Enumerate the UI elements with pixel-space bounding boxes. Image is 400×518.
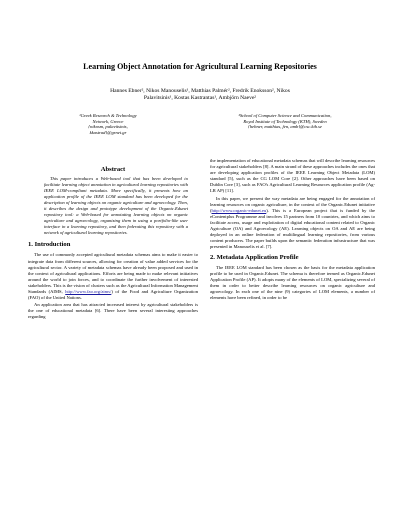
section-1-body xyxy=(28,252,198,320)
left-column xyxy=(28,166,198,322)
section-1-paragraph-1-tail: ) of the Food and Agriculture Organization (FAO) of the United Nations. xyxy=(28,288,199,300)
affiliation-left-line-4: kkastrad}@grnet.gr xyxy=(89,129,127,135)
paper-title: Learning Object Annotation for Agricultural Learning Repositories xyxy=(83,62,317,71)
authors-line-2: Palavitsinis¹, Kostas Kastrantas¹, Ambjörn Naeve² xyxy=(143,95,257,102)
section-2-heading: 2. Metadata Application Profile xyxy=(210,254,299,262)
section-1-paragraph-2: An application area that has attracted increased interest by agricultural stakeholders is the one of educational metadata [6]. There have been several interesting approaches regarding xyxy=(28,302,198,320)
author-list xyxy=(30,88,370,103)
affiliation-kth xyxy=(200,113,370,130)
affiliation-left-line-3: {nikosm, palavitsinis, xyxy=(88,124,128,130)
authors-line-1: Hannes Ebner², Nikos Manouselis¹, Matthias Palmér², Fredrik Enoksson², Nikos xyxy=(110,88,290,94)
affiliation-left-line-2: Network, Greece xyxy=(92,118,124,124)
affiliation-right-line-2: Royal Institute of Technology (KTH), Sweden xyxy=(243,118,327,124)
right-paragraph-1: the implementation of educational metadata schemas that will describe learning resources for agricultural stakeholders [8]. A main strand of these approaches includes the ones that are developing application profiles of the IEEE Learning Object Metadata (LOM) standard [5], such as the CG LOM Core [2]. Other approaches have been based on Dublin Core [3], such as FAO's Agricultural Learning Resources application profile (Ag-LR AP) [11]. xyxy=(210,158,375,194)
section-1-paragraph-1-text: The use of commonly accepted agricultural metadata schemas aims to make it easier to integrate data from different sources, allowing for creation of value added services for the agricultural sector. A variety of metadata schemas have already been proposed and used in the context of agricultural applications. Efforts are being made to make relevant initiatives around the world to join forces, and to coordinate the further involvement of interested stakeholders. This is the vision of clusters such as the Agricultural Information Management Standards (AIMS, xyxy=(28,252,198,294)
section-2-body xyxy=(210,265,375,301)
abstract-paragraph: This paper introduces a Web-based tool that has been developed to facilitate learning object annotation in agricultural learning repositories with IEEE LOM-compliant metadata. More specifically, it presents how an application profile of the IEEE LOM standard has been developed for the description of learning objects on organic agriculture and agroecology. Then, it describes the design and prototype development of the Organic.Edunet repository tool: a Web-based for annotating learning objects on organic agriculture and agroecology, organizing them in using a portfolio-like user interface in a learning repository, and then federating this repository with a network of agricultural learning repositories. xyxy=(44,176,188,236)
abstract-text xyxy=(28,176,198,236)
aims-link[interactable]: http://www.fao.org/aims/ xyxy=(65,288,112,294)
section-2-paragraph-1: The IEEE LOM standard has been chosen as the basis for the metadata application profile to be used in Organic.Edunet. The schema is therefore termed as Organic.Edunet Application Profile (AP). It adopts many of the elements of LOM, specializing several of them in order to better describe learning resources on organic agriculture and agroecology. In each one of the nine (9) categories of LOM elements, a number of elements have been refined, in order to be xyxy=(210,265,375,301)
affiliation-right-line-1: ²School of Computer Science and Communication, xyxy=(238,113,332,118)
right-paragraph-2-text-b: ). This is a European project that is funded by the eContentplus Programme and involves 15 partners from 10 countries, and which aims to facilitate access, usage and exploitation of digital educational content related to Organic Agriculture (OA) and Agroecology (AE). Learning objects on OA and AE are being deployed in an online federation of multilingual learning repositories, from various content producers. The paper builds upon the semantic federation infrastructure that was presented in Manouselis et al. [7]. xyxy=(210,207,375,250)
affiliation-left-line-1: ¹Greek Research & Technology xyxy=(79,113,137,118)
section-1-paragraph-1 xyxy=(28,252,198,300)
right-column xyxy=(210,158,375,303)
organic-edunet-link[interactable]: http://www.organic-edunet.eu xyxy=(211,207,267,213)
section-1-heading: 1. Introduction xyxy=(28,241,71,249)
right-paragraph-2-text-a: In this paper, we present the way metadata are being engaged for the annotation of learning resources on organic agriculture, in the context of the Organic.Edunet initiative ( xyxy=(210,195,375,213)
abstract-heading: Abstract xyxy=(100,166,126,173)
affiliation-grnet xyxy=(28,113,188,135)
right-paragraph-2 xyxy=(210,196,375,250)
affiliation-right-line-3: {hebner, matthias, fen, amb}@csc.kth.se xyxy=(248,124,322,130)
